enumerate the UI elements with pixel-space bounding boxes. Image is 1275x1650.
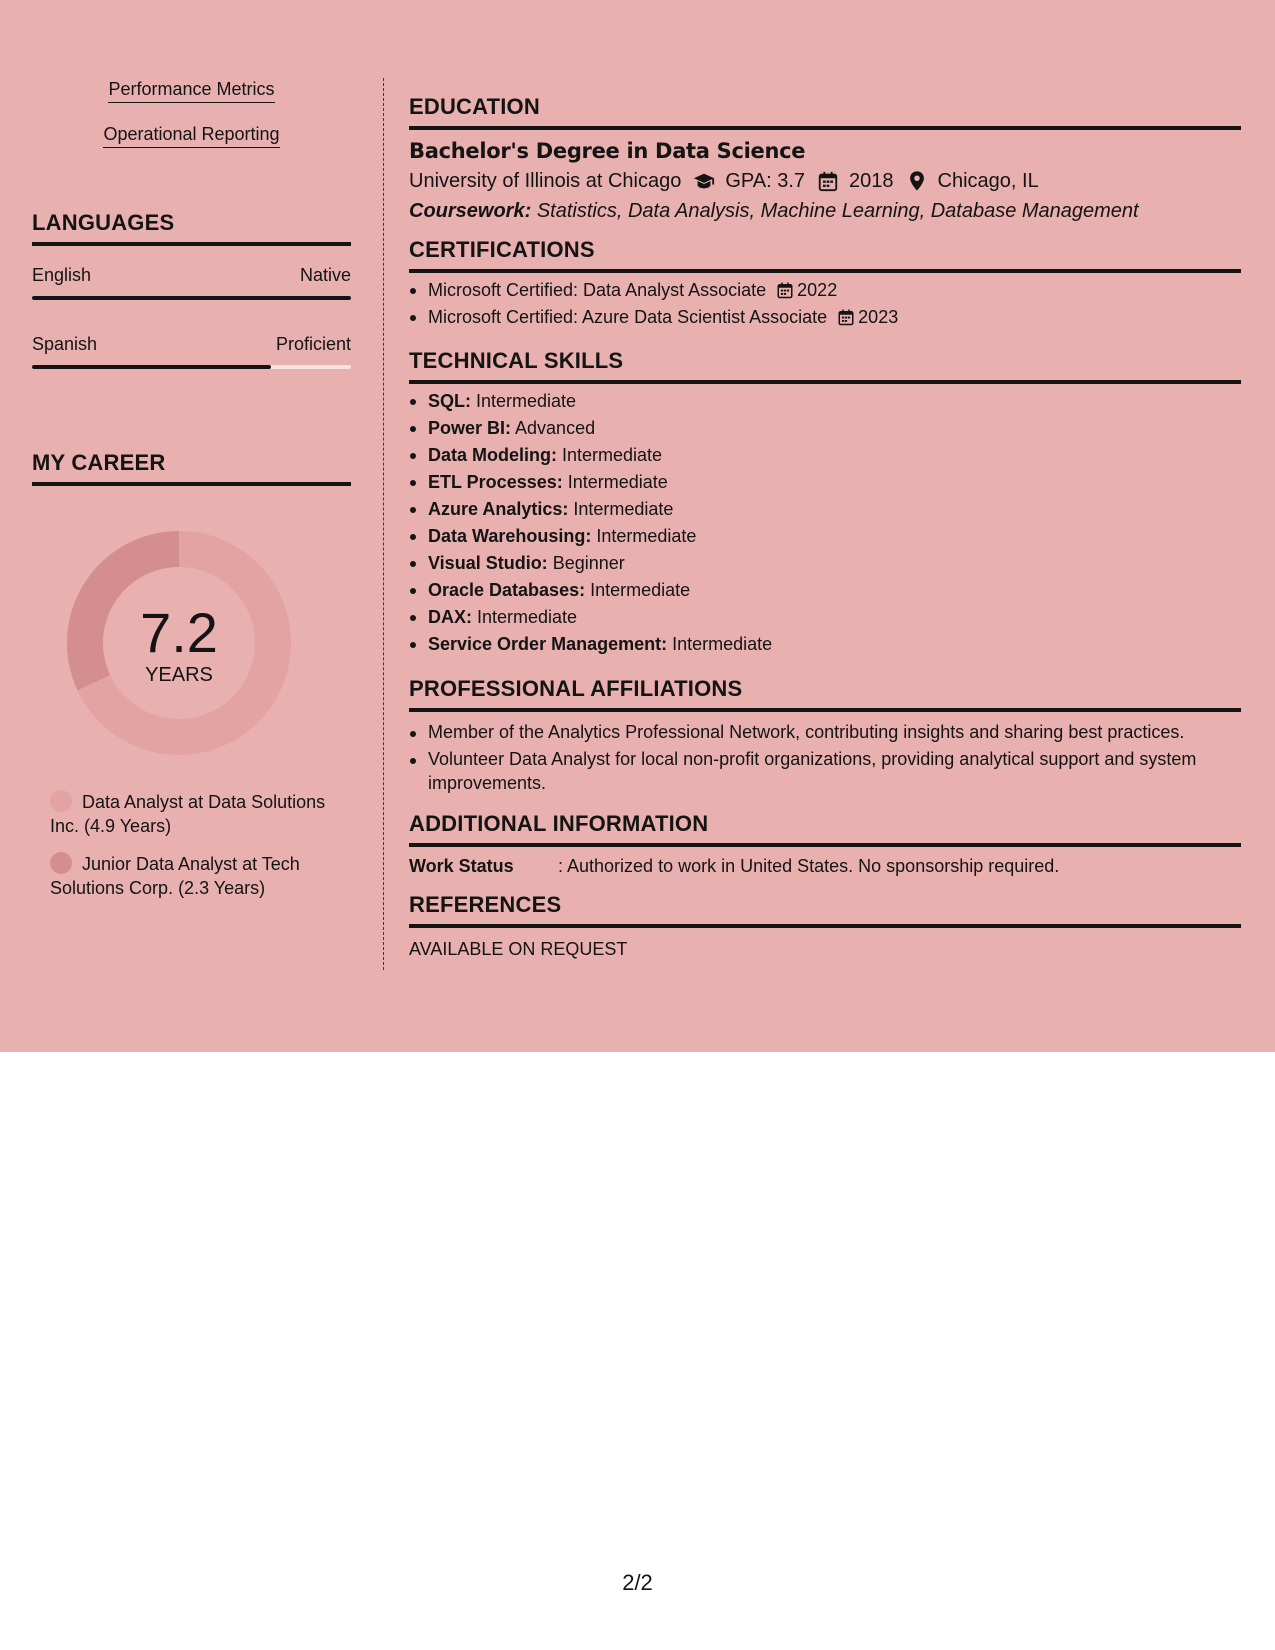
certification-name: Microsoft Certified: Data Analyst Associate bbox=[428, 280, 767, 300]
section-rule bbox=[409, 708, 1241, 712]
section-rule bbox=[32, 482, 351, 486]
skill-level: Intermediate bbox=[476, 391, 577, 411]
language-bar bbox=[32, 365, 351, 369]
skill-tag: Operational Reporting bbox=[103, 123, 279, 148]
references-section bbox=[409, 892, 1241, 963]
list-item: Volunteer Data Analyst for local non-profit organizations, providing analytical support and system improvements. bbox=[409, 747, 1241, 795]
skill-level: Intermediate bbox=[477, 607, 578, 627]
work-status-row bbox=[409, 853, 1241, 880]
section-rule bbox=[409, 924, 1241, 928]
section-rule bbox=[409, 843, 1241, 847]
section-rule bbox=[409, 269, 1241, 273]
skill-name: SQL: bbox=[428, 391, 471, 411]
list-item bbox=[409, 496, 1241, 523]
career-total-years: 7.2 bbox=[140, 601, 218, 664]
section-title: ADDITIONAL INFORMATION bbox=[409, 811, 709, 836]
list-item bbox=[409, 577, 1241, 604]
column-divider bbox=[383, 78, 384, 970]
section-title: CERTIFICATIONS bbox=[409, 237, 595, 262]
skill-name: Azure Analytics: bbox=[428, 499, 569, 519]
career-legend-label: Junior Data Analyst at Tech Solutions Corp. (2.3 Years) bbox=[50, 854, 300, 898]
career-legend-item bbox=[50, 790, 340, 838]
list-item bbox=[409, 304, 1241, 331]
affiliations-section bbox=[409, 676, 1241, 798]
coursework-label: Coursework: bbox=[409, 200, 532, 222]
list-item bbox=[409, 388, 1241, 415]
section-title: LANGUAGES bbox=[32, 210, 175, 235]
section-rule bbox=[409, 126, 1241, 130]
technical-skills-section bbox=[409, 348, 1241, 658]
graduation-cap-icon bbox=[693, 170, 715, 192]
certifications-list bbox=[409, 277, 1241, 331]
education-section bbox=[409, 94, 1241, 226]
work-status-label: Work Status bbox=[409, 856, 514, 876]
section-title: TECHNICAL SKILLS bbox=[409, 348, 624, 373]
left-column bbox=[32, 78, 351, 898]
coursework bbox=[409, 196, 1241, 226]
language-bar-fill bbox=[32, 296, 351, 300]
skill-level: Intermediate bbox=[573, 499, 674, 519]
skill-tag: Performance Metrics bbox=[108, 78, 274, 103]
work-status-value: : Authorized to work in United States. No sponsorship required. bbox=[558, 856, 1060, 876]
skill-name: Oracle Databases: bbox=[428, 580, 586, 600]
list-item: Member of the Analytics Professional Network, contributing insights and sharing best practices. bbox=[409, 720, 1241, 744]
references-text: AVAILABLE ON REQUEST bbox=[409, 939, 628, 959]
skill-level: Intermediate bbox=[672, 634, 773, 654]
skill-level: Intermediate bbox=[562, 445, 663, 465]
legend-dot bbox=[50, 852, 72, 874]
language-bar bbox=[32, 296, 351, 300]
career-legend-item bbox=[50, 852, 340, 900]
certifications-section bbox=[409, 237, 1241, 331]
skill-name: Data Modeling: bbox=[428, 445, 557, 465]
language-bar-fill bbox=[32, 365, 271, 369]
skill-name: Power BI: bbox=[428, 418, 512, 438]
skill-name: Service Order Management: bbox=[428, 634, 668, 654]
coursework-list: Statistics, Data Analysis, Machine Learning, Database Management bbox=[536, 200, 1139, 222]
language-name: English bbox=[32, 265, 92, 285]
location-pin-icon bbox=[906, 170, 928, 192]
skill-level: Intermediate bbox=[567, 472, 668, 492]
language-level: Proficient bbox=[275, 334, 351, 354]
donut-center bbox=[66, 602, 292, 686]
skill-level: Beginner bbox=[552, 553, 625, 573]
certification-name: Microsoft Certified: Azure Data Scientist Associate bbox=[428, 307, 828, 327]
section-title: EDUCATION bbox=[409, 94, 540, 119]
calendar-icon bbox=[817, 170, 839, 192]
page-number: 2/2 bbox=[622, 1570, 653, 1595]
skill-level: Intermediate bbox=[590, 580, 691, 600]
list-item bbox=[409, 277, 1241, 304]
list-item bbox=[409, 469, 1241, 496]
additional-info-section bbox=[409, 811, 1241, 880]
section-rule bbox=[409, 380, 1241, 384]
legend-dot bbox=[50, 790, 72, 812]
skills-list bbox=[409, 388, 1241, 658]
section-title: REFERENCES bbox=[409, 892, 562, 917]
list-item bbox=[409, 442, 1241, 469]
calendar-icon bbox=[837, 308, 855, 326]
skill-name: Data Warehousing: bbox=[428, 526, 592, 546]
certification-year: 2022 bbox=[797, 280, 838, 300]
skill-name: ETL Processes: bbox=[428, 472, 563, 492]
section-rule bbox=[32, 242, 351, 246]
language-item bbox=[32, 333, 351, 369]
career-section bbox=[32, 450, 351, 486]
skill-tags bbox=[32, 78, 351, 168]
list-item bbox=[409, 604, 1241, 631]
career-legend-label: Data Analyst at Data Solutions Inc. (4.9 Years) bbox=[50, 792, 326, 836]
graduation-year: 2018 bbox=[849, 170, 894, 192]
section-title: PROFESSIONAL AFFILIATIONS bbox=[409, 676, 743, 701]
education-meta bbox=[409, 166, 1241, 196]
skill-name: DAX: bbox=[428, 607, 472, 627]
language-item bbox=[32, 264, 351, 300]
school-name: University of Illinois at Chicago bbox=[409, 170, 682, 192]
affiliations-list bbox=[409, 720, 1241, 795]
section-title: MY CAREER bbox=[32, 450, 166, 475]
gpa: GPA: 3.7 bbox=[725, 170, 806, 192]
list-item bbox=[409, 415, 1241, 442]
skill-name: Visual Studio: bbox=[428, 553, 548, 573]
language-level: Native bbox=[299, 265, 351, 285]
calendar-icon bbox=[776, 281, 794, 299]
skill-level: Advanced bbox=[515, 418, 596, 438]
languages-section bbox=[32, 210, 351, 246]
skill-level: Intermediate bbox=[596, 526, 697, 546]
certification-year: 2023 bbox=[858, 307, 899, 327]
career-total-unit: YEARS bbox=[145, 664, 213, 686]
school-location: Chicago, IL bbox=[937, 170, 1039, 192]
language-name: Spanish bbox=[32, 334, 98, 354]
list-item bbox=[409, 550, 1241, 577]
list-item bbox=[409, 631, 1241, 658]
list-item bbox=[409, 523, 1241, 550]
degree-title: Bachelor's Degree in Data Science bbox=[409, 139, 806, 163]
